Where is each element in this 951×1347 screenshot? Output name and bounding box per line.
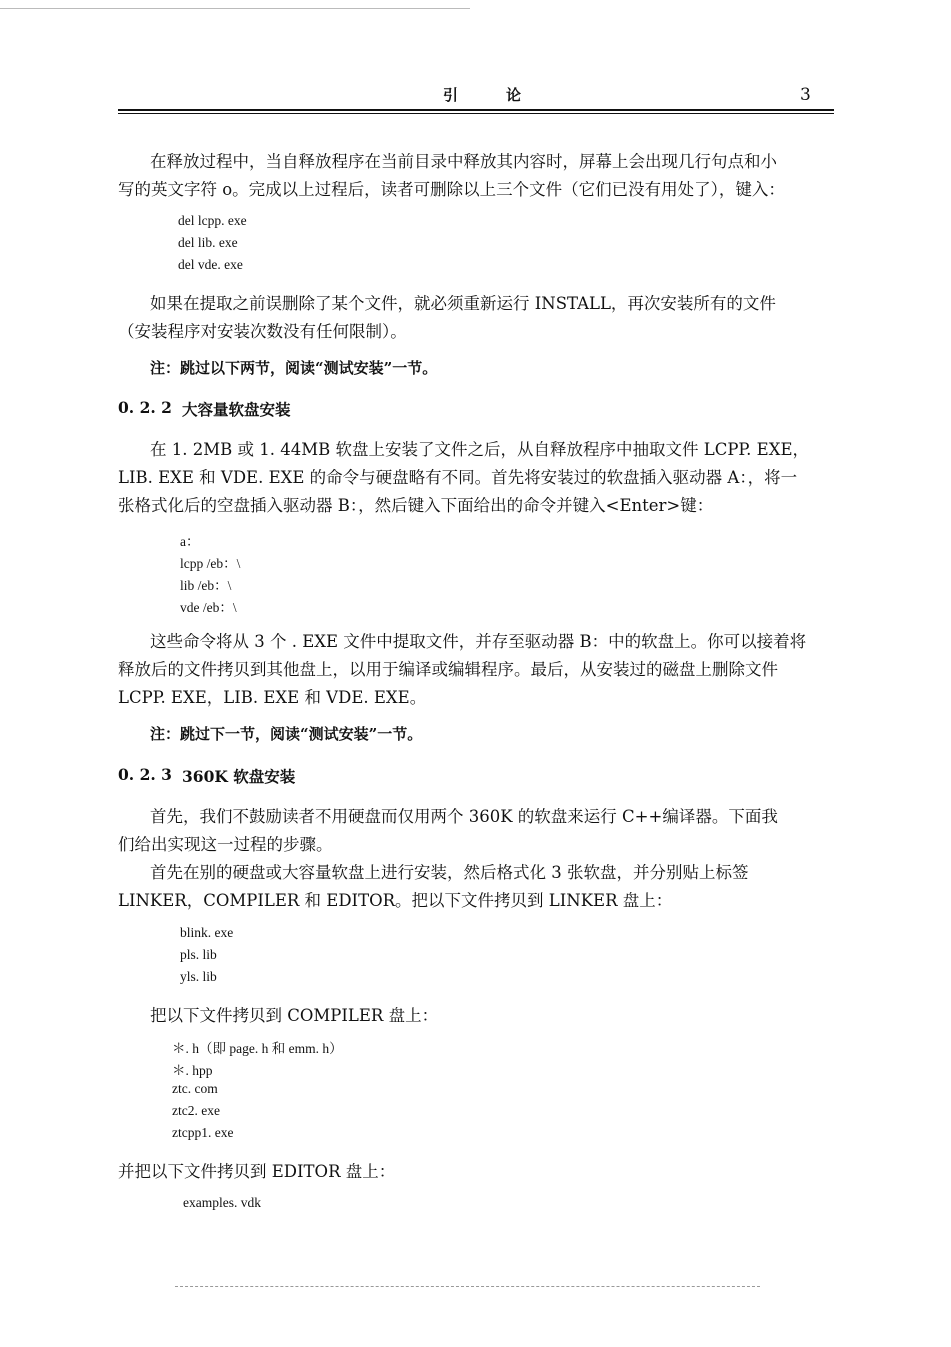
- code-line: del vde. exe: [178, 257, 243, 272]
- header-rule-thin: [118, 113, 834, 114]
- code-line: ＊. hpp: [172, 1063, 213, 1078]
- code-line: del lib. exe: [178, 235, 238, 250]
- paragraph-line: 张格式化后的空盘插入驱动器 B：，然后键入下面给出的命令并键入<Enter>键：: [118, 496, 714, 515]
- code-line: ztcpp1. exe: [172, 1125, 234, 1140]
- paragraph-line: 们给出实现这一过程的步骤。: [118, 835, 333, 854]
- code-line: del lcpp. exe: [178, 213, 247, 228]
- paragraph-line: LCPP. EXE，LIB. EXE 和 VDE. EXE。: [118, 688, 427, 707]
- paragraph-line: 如果在提取之前误删除了某个文件，就必须重新运行 INSTALL，再次安装所有的文件: [150, 294, 776, 313]
- code-line: ＊. h（即 page. h 和 emm. h）: [172, 1041, 343, 1056]
- code-line: examples. vdk: [183, 1195, 261, 1210]
- section-number: 0. 2. 2: [118, 398, 172, 417]
- paragraph-line: 把以下文件拷贝到 COMPILER 盘上：: [150, 1006, 439, 1025]
- note: 注：跳过下一节，阅读“测试安装”一节。: [150, 725, 423, 743]
- paragraph-line: 释放后的文件拷贝到其他盘上，以用于编译或编辑程序。最后，从安装过的磁盘上删除文件: [118, 660, 778, 679]
- note: 注：跳过以下两节，阅读“测试安装”一节。: [150, 359, 438, 377]
- paragraph-line: 在释放过程中，当自释放程序在当前目录中释放其内容时，屏幕上会出现几行句点和小: [150, 152, 777, 171]
- code-line: lcpp /eb：\: [180, 556, 241, 571]
- code-line: ztc. com: [172, 1081, 218, 1096]
- paragraph-line: 首先，我们不鼓励读者不用硬盘而仅用两个 360K 的软盘来运行 C++编译器。下面我: [150, 807, 778, 826]
- paragraph-line: （安装程序对安装次数没有任何限制）。: [118, 322, 407, 341]
- code-line: pls. lib: [180, 947, 217, 962]
- paragraph-line: LINKER，COMPILER 和 EDITOR。把以下文件拷贝到 LINKER 盘上：: [118, 891, 673, 910]
- paragraph-line: 首先在别的硬盘或大容量软盘上进行安装，然后格式化 3 张软盘，并分别贴上标签: [150, 863, 749, 882]
- paragraph-line: 在 1. 2MB 或 1. 44MB 软盘上安装了文件之后，从自释放程序中抽取文件 LCPP. EXE，: [150, 440, 810, 459]
- code-line: vde /eb：\: [180, 600, 237, 615]
- header-rule: [118, 109, 834, 111]
- running-header-title: 引论: [443, 86, 570, 104]
- section-number: 0. 2. 3: [118, 765, 172, 784]
- paragraph-line: LIB. EXE 和 VDE. EXE 的命令与硬盘略有不同。首先将安装过的软盘插入驱动器 A：，将一: [118, 468, 798, 487]
- section-heading: 360K 软盘安装: [182, 767, 296, 786]
- page-number: 3: [800, 85, 811, 105]
- paragraph-line: 写的英文字符 o。完成以上过程后，读者可删除以上三个文件（它们已没有用处了），键入：: [118, 180, 785, 199]
- code-line: lib /eb：\: [180, 578, 232, 593]
- section-heading: 大容量软盘安装: [182, 400, 291, 419]
- code-line: blink. exe: [180, 925, 234, 940]
- code-line: a：: [180, 534, 200, 549]
- code-line: ztc2. exe: [172, 1103, 220, 1118]
- scan-edge-line: [0, 8, 470, 9]
- scan-edge-line: [175, 1286, 760, 1287]
- code-line: yls. lib: [180, 969, 217, 984]
- paragraph-line: 这些命令将从 3 个 . EXE 文件中提取文件，并存至驱动器 B：中的软盘上。你可以接着将: [150, 632, 807, 651]
- paragraph-line: 并把以下文件拷贝到 EDITOR 盘上：: [118, 1162, 396, 1181]
